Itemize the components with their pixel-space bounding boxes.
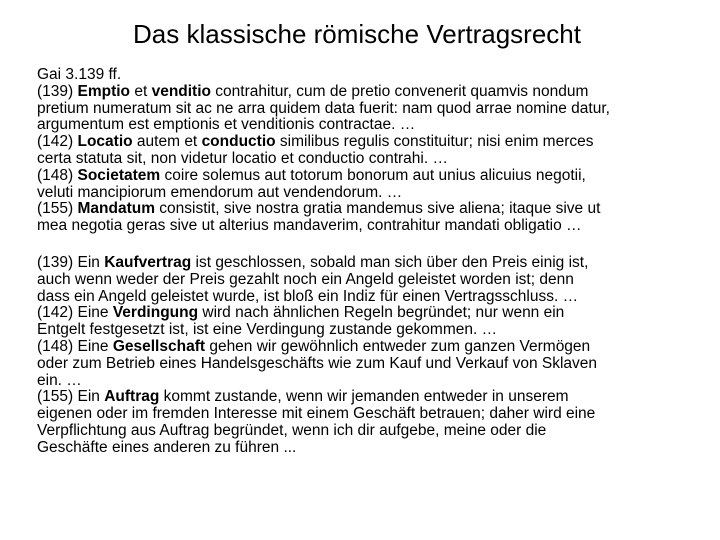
- latin-paragraph-148: [37, 168, 713, 202]
- text-body: [37, 67, 713, 457]
- term-kaufvertrag: Kaufvertrag: [104, 253, 192, 271]
- page-title: Das klassische römische Vertragsrecht: [133, 19, 581, 49]
- text-line: eigenen oder im fremden Interesse mit einem Geschäft betrauen; daher wird eine: [37, 405, 596, 423]
- text-line: veluti mancipiorum emendorum aut vendendorum. …: [37, 183, 403, 201]
- text-span: consistit, sive nostra gratia mandemus sive aliena; itaque sive ut: [155, 200, 601, 218]
- text-line: Geschäfte eines anderen zu führen ...: [37, 438, 297, 456]
- text-line: [37, 168, 713, 185]
- text-line: Entgelt festgesetzt ist, ist eine Verdingung zustande gekommen. …: [37, 321, 498, 339]
- text-line: [37, 339, 713, 356]
- term-mandatum: Mandatum: [77, 200, 155, 218]
- german-paragraph-139: [37, 255, 713, 305]
- latin-paragraph-155: [37, 201, 713, 235]
- text-line: [37, 84, 713, 101]
- german-paragraph-155: [37, 389, 713, 456]
- source-citation: Gai 3.139 ff.: [37, 66, 122, 83]
- text-span: (148): [37, 166, 78, 184]
- latin-paragraph-139: [37, 84, 713, 134]
- text-span: (139): [37, 82, 78, 100]
- text-line: [37, 201, 713, 218]
- section-gap: [37, 235, 713, 255]
- text-line: [37, 389, 713, 406]
- term-auftrag: Auftrag: [104, 388, 160, 406]
- text-line: pretium numeratum sit ac ne arra quidem data fuerit: nam quod arrae nomine datur,: [37, 99, 610, 117]
- term-venditio: venditio: [151, 82, 211, 100]
- text-line: argumentum est emptionis et venditionis contractae. …: [37, 116, 416, 134]
- text-span: (142) Eine: [37, 304, 113, 322]
- text-span: (155): [37, 200, 78, 218]
- text-span: (142): [37, 133, 78, 151]
- text-span: contrahitur, cum de pretio convenerit quamvis nondum: [211, 82, 589, 100]
- text-line: dass ein Angeld geleistet wurde, ist bloß ein Indiz für einen Vertragsschluss. …: [37, 287, 579, 305]
- text-line: [37, 134, 713, 151]
- text-span: similibus regulis constituitur; nisi enim merces: [275, 133, 594, 151]
- text-line: [37, 305, 713, 322]
- text-span: wird nach ähnlichen Regeln begründet; nur wenn ein: [198, 304, 565, 322]
- text-span: (155) Ein: [37, 388, 105, 406]
- term-gesellschaft: Gesellschaft: [112, 337, 206, 355]
- text-line: Verpflichtung aus Auftrag begründet, wenn ich dir aufgebe, meine oder die: [37, 421, 547, 439]
- term-conductio: conductio: [201, 133, 276, 151]
- text-span: et: [130, 82, 152, 100]
- text-span: kommt zustande, wenn wir jemanden entweder in unserem: [159, 388, 569, 406]
- text-span: gehen wir gewöhnlich entweder zum ganzen Vermögen: [205, 337, 591, 355]
- text-line: oder zum Betrieb eines Handelsgeschäfts wie zum Kauf und Verkauf von Sklaven: [37, 354, 598, 372]
- term-locatio: Locatio: [77, 133, 133, 151]
- text-span: (139) Ein: [37, 253, 105, 271]
- text-span: (148) Eine: [37, 337, 113, 355]
- text-line: auch wenn weder der Preis gezahlt noch ein Angeld geleistet worden ist; denn: [37, 270, 574, 288]
- text-line: mea negotia geras sive ut alterius mandaverim, contrahitur mandati obligatio …: [37, 217, 582, 235]
- text-line: [37, 255, 713, 272]
- term-societatem: Societatem: [77, 166, 161, 184]
- text-line: certa statuta sit, non videtur locatio et conductio contrahi. …: [37, 149, 448, 167]
- german-paragraph-142: [37, 305, 713, 339]
- term-emptio: Emptio: [77, 82, 131, 100]
- text-span: coire solemus aut totorum bonorum aut unius alicuius negotii,: [160, 166, 586, 184]
- text-span: autem et: [132, 133, 202, 151]
- text-span: ist geschlossen, sobald man sich über den Preis einig ist,: [191, 253, 589, 271]
- german-paragraph-148: [37, 339, 713, 389]
- term-verdingung: Verdingung: [112, 304, 199, 322]
- latin-paragraph-142: [37, 134, 713, 168]
- text-line: ein. …: [37, 371, 82, 389]
